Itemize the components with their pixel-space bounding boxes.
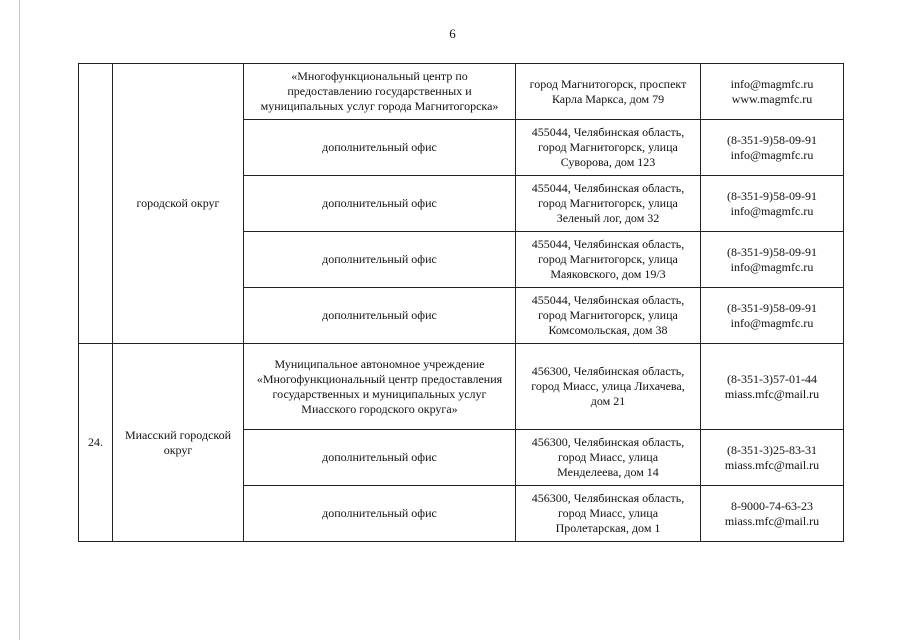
office-name-cell: дополнительный офис	[244, 486, 516, 542]
district-cell: городской округ	[113, 64, 244, 344]
address-cell	[516, 232, 701, 288]
address-line: Зеленый лог, дом 32	[556, 211, 660, 225]
phone-text: (8-351-9)58-09-91	[727, 300, 817, 315]
table-row	[79, 64, 844, 120]
phone-text: (8-351-3)57-01-44	[727, 371, 817, 386]
address-cell	[516, 486, 701, 542]
contacts-cell	[701, 120, 844, 176]
mfc-name-cell: «Многофункциональный центр по предоставлению государственных и муниципальных услуг города Магнитогорска»	[244, 64, 516, 120]
address-line: город Миасс, улица Лихачева,	[531, 379, 685, 393]
contacts-cell	[701, 486, 844, 542]
address-line: 455044, Челябинская область,	[531, 125, 685, 139]
address-line: город Магнитогорск, улица	[538, 196, 678, 210]
phone-text: (8-351-9)58-09-91	[727, 188, 817, 203]
address-line: 456300, Челябинская область,	[531, 435, 685, 449]
address-line: 456300, Челябинская область,	[531, 364, 685, 378]
phone-text: 8-9000-74-63-23	[731, 498, 813, 513]
email-text: info@magmfc.ru	[730, 315, 814, 330]
email-text: miass.mfc@mail.ru	[724, 513, 820, 528]
address-line: Комсомольская, дом 38	[548, 323, 668, 337]
office-name-cell: дополнительный офис	[244, 176, 516, 232]
page-number: 6	[449, 26, 456, 41]
contacts-cell	[701, 344, 844, 430]
address-line: 455044, Челябинская область,	[531, 181, 685, 195]
address-cell	[516, 430, 701, 486]
address-cell: город Магнитогорск, проспект Карла Маркса, дом 79	[516, 64, 701, 120]
mfc-table	[78, 63, 844, 542]
address-line: город Миасс, улица	[557, 450, 659, 464]
number-cell-empty	[79, 64, 113, 344]
address-line: город Миасс, улица	[557, 506, 659, 520]
office-name-cell: дополнительный офис	[244, 232, 516, 288]
contacts-cell	[701, 288, 844, 344]
contacts-cell	[701, 64, 844, 120]
address-line: 455044, Челябинская область,	[531, 293, 685, 307]
address-line: город Магнитогорск, улица	[538, 140, 678, 154]
address-cell	[516, 120, 701, 176]
address-line: город Магнитогорск, улица	[538, 308, 678, 322]
office-name-cell: дополнительный офис	[244, 120, 516, 176]
contacts-cell	[701, 176, 844, 232]
phone-text: (8-351-9)58-09-91	[727, 244, 817, 259]
table-row	[79, 344, 844, 430]
email-text: info@magmfc.ru	[730, 76, 814, 91]
email-text: info@magmfc.ru	[730, 203, 814, 218]
office-name-cell: дополнительный офис	[244, 288, 516, 344]
address-cell	[516, 176, 701, 232]
phone-text: (8-351-9)58-09-91	[727, 132, 817, 147]
address-line: город Магнитогорск, улица	[538, 252, 678, 266]
phone-text: (8-351-3)25-83-31	[727, 442, 817, 457]
mfc-name-cell: Муниципальное автономное учреждение «Многофункциональный центр предоставления государственных и муниципальных услуг Миасского городского округа»	[244, 344, 516, 430]
address-line: Пролетарская, дом 1	[555, 521, 661, 535]
address-line: дом 21	[590, 394, 626, 408]
office-name-cell: дополнительный офис	[244, 430, 516, 486]
margin-line	[19, 0, 20, 640]
district-cell: Миасский городской округ	[113, 344, 244, 542]
email-text: info@magmfc.ru	[730, 147, 814, 162]
contacts-cell	[701, 232, 844, 288]
address-line: Менделеева, дом 14	[557, 465, 659, 479]
contacts-cell	[701, 430, 844, 486]
address-line: Суворова, дом 123	[560, 155, 656, 169]
address-line: 456300, Челябинская область,	[531, 491, 685, 505]
address-cell	[516, 344, 701, 430]
website-text: www.magmfc.ru	[731, 91, 813, 106]
address-line: Маяковского, дом 19/3	[550, 267, 666, 281]
email-text: miass.mfc@mail.ru	[724, 386, 820, 401]
address-cell	[516, 288, 701, 344]
entry-number-cell: 24.	[79, 344, 113, 542]
email-text: miass.mfc@mail.ru	[724, 457, 820, 472]
address-line: 455044, Челябинская область,	[531, 237, 685, 251]
email-text: info@magmfc.ru	[730, 259, 814, 274]
